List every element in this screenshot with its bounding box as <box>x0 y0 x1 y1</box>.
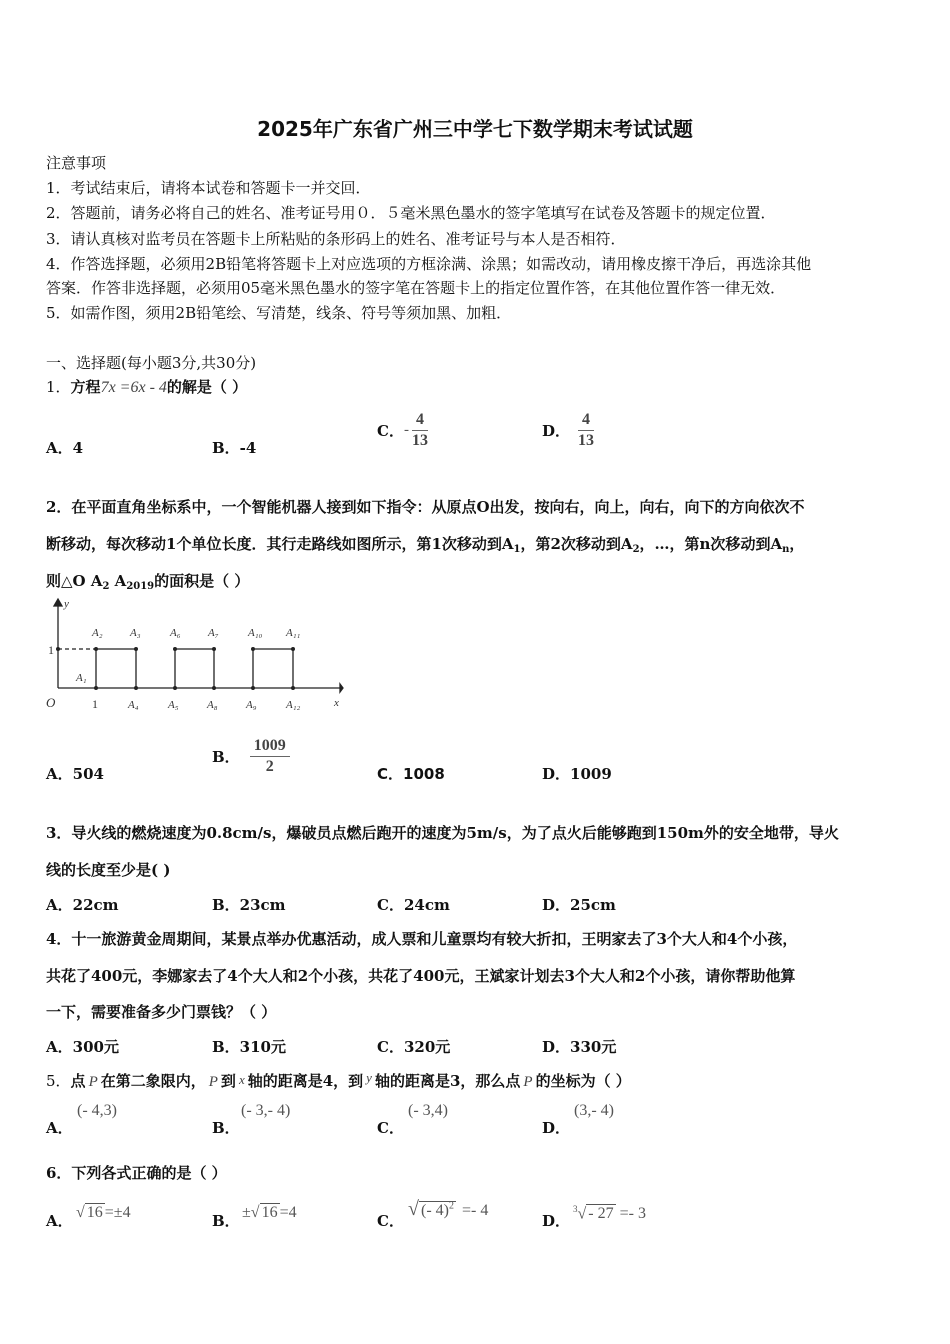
q1-option-d-label: D． <box>542 422 571 440</box>
q5-var: y <box>366 1070 372 1085</box>
q6-option-b-rest: =4 <box>279 1204 297 1221</box>
q6-option-d-rest: =- 3 <box>619 1205 646 1223</box>
plus-minus: ± <box>242 1204 251 1221</box>
q5-line-1 <box>46 1070 631 1091</box>
q6-option-b-label[interactable]: B． <box>212 1212 240 1230</box>
axis-label-y: y <box>64 598 69 610</box>
page-title: 2025年广东省广州三中学七下数学期末考试试题 <box>257 117 693 141</box>
fraction-denominator: 13 <box>578 432 595 449</box>
q5-text: 的坐标为（ ） <box>535 1072 631 1090</box>
point-label: A₁ <box>76 672 87 684</box>
section-heading: 一、选择题(每小题3分,共30分) <box>46 354 257 372</box>
q6-option-a-rest: =±4 <box>104 1204 131 1221</box>
q4-line-3: 一下，需要准备多少门票钱？（ ） <box>46 1003 277 1021</box>
radicand <box>419 1201 456 1219</box>
point <box>251 647 255 651</box>
point-label: A₂ <box>92 627 103 639</box>
q5-var: P <box>523 1074 533 1090</box>
q1-number: 1． <box>46 378 71 396</box>
fraction-denominator: 2 <box>265 758 274 775</box>
q1-option-c-label: C． <box>377 422 404 440</box>
q5-option-a[interactable]: (- 4,3) <box>77 1102 117 1119</box>
q1-option-c-sign: - <box>403 422 409 438</box>
origin-label: O <box>46 695 56 710</box>
notes-heading: 注意事项 <box>46 154 107 172</box>
path-segment <box>175 649 214 688</box>
q1-option-c-fraction <box>412 410 428 451</box>
q2-option-b-fraction <box>250 736 290 777</box>
q2-line-2-part: 断移动，每次移动1个单位长度．其行走路线如图所示，第1次移动到A <box>46 535 514 553</box>
q1-option-b[interactable]: B．-4 <box>212 439 257 457</box>
note-item: 1．考试结束后，请将本试卷和答题卡一并交回． <box>46 179 371 197</box>
q5-option-a-label[interactable]: A． <box>46 1119 73 1137</box>
subscript: 2 <box>102 581 110 592</box>
subscript: 2019 <box>126 581 155 592</box>
q5-option-d[interactable]: (3,- 4) <box>574 1102 614 1119</box>
q6-option-b[interactable] <box>242 1204 297 1222</box>
q2-line-3-part: 则△O A <box>46 572 103 590</box>
q2-line-2-part: ，第2次移动到A <box>520 535 633 553</box>
q1-option-d-fraction <box>578 410 594 451</box>
q3-option-d[interactable]: D．25cm <box>542 896 616 914</box>
point <box>212 686 216 690</box>
q5-text: 在第二象限内， <box>100 1072 206 1090</box>
point-label: A₃ <box>130 627 141 639</box>
subscript: 2 <box>632 544 640 555</box>
radical-icon: √ <box>408 1198 419 1220</box>
q5-var: P <box>88 1074 98 1090</box>
radicand: 16 <box>86 1204 103 1221</box>
q2-path-figure <box>40 596 350 718</box>
q5-text: 点 <box>70 1072 86 1090</box>
radical-icon: √ <box>250 1204 260 1221</box>
q2-option-b-label: B． <box>212 748 240 766</box>
q1-post: 的解是（ ） <box>166 378 248 396</box>
q1-option-d[interactable] <box>542 410 594 451</box>
q4-option-c[interactable]: C．320元 <box>377 1038 451 1056</box>
q5-text: 轴的距离是4，到 <box>247 1072 364 1090</box>
point-label: A₁₂ <box>286 699 301 711</box>
q1-option-c[interactable] <box>377 410 428 451</box>
radicand: 16 <box>261 1204 278 1221</box>
q5-var: x <box>238 1072 245 1087</box>
q2-line-3-part: A <box>109 572 127 590</box>
q3-option-c[interactable]: C．24cm <box>377 896 450 914</box>
fraction-numerator: 4 <box>578 410 594 431</box>
point <box>94 647 98 651</box>
note-item: 答案．作答非选择题，必须用05毫米黑色墨水的签字笔在答题卡上的指定位置作答，在其他位置作答一律无效． <box>46 279 786 297</box>
q6-option-a[interactable] <box>76 1204 131 1222</box>
q2-option-c-text: C．1008 <box>377 765 445 783</box>
q2-line-3-part: 的面积是（ ） <box>154 572 250 590</box>
q5-text: 轴的距离是3，那么点 <box>374 1072 521 1090</box>
q2-line-1: 2．在平面直角坐标系中，一个智能机器人接到如下指令：从原点O出发，按向右，向上，向右，向下的方向依次不 <box>46 498 805 516</box>
note-item: 2．答题前，请务必将自己的姓名、准考证号用０．５毫米黑色墨水的签字笔填写在试卷及答题卡的规定位置． <box>46 204 776 222</box>
radicand-base: (- 4) <box>420 1202 449 1219</box>
path-segment <box>96 649 136 688</box>
point-label: A₉ <box>246 699 257 711</box>
radical-icon: √ <box>577 1205 587 1223</box>
q5-option-c-label[interactable]: C． <box>377 1119 404 1137</box>
question-1 <box>46 376 247 397</box>
point <box>173 647 177 651</box>
q5-option-b-label[interactable]: B． <box>212 1119 240 1137</box>
q2-option-b[interactable] <box>212 736 290 777</box>
q1-equation: 7x =6x - 4 <box>100 379 167 396</box>
tick-label-x: 1 <box>92 697 98 711</box>
point-label: A₁₁ <box>286 627 301 639</box>
radical-icon: √ <box>76 1204 85 1221</box>
q6-option-d-label[interactable]: D． <box>542 1212 571 1230</box>
point <box>94 686 98 690</box>
q2-option-a[interactable]: A．504 <box>46 765 104 783</box>
q5-var: P <box>208 1074 218 1090</box>
q5-option-b[interactable]: (- 3,- 4) <box>241 1102 291 1119</box>
path-segment <box>253 649 293 688</box>
q6-option-c-label[interactable]: C． <box>377 1212 404 1230</box>
q2-line-2 <box>46 533 804 555</box>
q3-line-2: 线的长度至少是( ) <box>46 861 171 879</box>
q6-option-c-rest: =- 4 <box>461 1202 489 1219</box>
tick-label-y: 1 <box>48 643 54 657</box>
point-label: A₆ <box>170 627 181 639</box>
q2-option-d[interactable]: D．1009 <box>542 765 612 783</box>
point <box>56 647 60 651</box>
point <box>173 686 177 690</box>
subscript: n <box>782 544 790 555</box>
x-axis-arrow <box>340 684 343 692</box>
fraction-numerator: 4 <box>412 410 428 431</box>
q4-option-b[interactable]: B．310元 <box>212 1038 286 1056</box>
point <box>212 647 216 651</box>
q5-text: 到 <box>220 1072 236 1090</box>
q1-pre: 方程 <box>70 378 101 396</box>
point-label: A₁₀ <box>248 627 263 639</box>
note-item: 5．如需作图，须用2B铅笔绘、写清楚，线条、符号等须加黑、加粗． <box>46 304 512 322</box>
y-axis-arrow <box>54 599 62 606</box>
q4-option-a[interactable]: A．300元 <box>46 1038 119 1056</box>
q4-line-1: 4．十一旅游黄金周期间，某景点举办优惠活动，成人票和儿童票均有较大折扣，王明家去了3个大人和4个小孩， <box>46 930 798 948</box>
point-label: A₅ <box>168 699 179 711</box>
q6-option-d[interactable] <box>573 1204 646 1223</box>
exponent: 2 <box>448 1200 454 1212</box>
q4-option-d[interactable]: D．330元 <box>542 1038 617 1056</box>
radicand: - 27 <box>588 1205 614 1223</box>
q5-option-d-label[interactable]: D． <box>542 1119 571 1137</box>
point <box>291 647 295 651</box>
q4-line-2: 共花了400元，李娜家去了4个大人和2个小孩，共花了400元，王斌家计划去3个大人和2个小孩，请你帮助他算 <box>46 967 796 985</box>
point-label: A₈ <box>207 699 218 711</box>
q5-option-c[interactable]: (- 3,4) <box>408 1102 448 1119</box>
q5-number: 5． <box>46 1072 71 1090</box>
point <box>134 686 138 690</box>
axis-label-x: x <box>334 697 339 709</box>
q6-option-c[interactable] <box>408 1198 488 1221</box>
point <box>291 686 295 690</box>
fraction-denominator: 13 <box>411 432 428 449</box>
q2-line-2-part: ，…，第n次移动到A <box>639 535 783 553</box>
point-label: A₇ <box>208 627 219 639</box>
note-item: 4．作答选择题，必须用2B铅笔将答题卡上对应选项的方框涂满、涂黑；如需改动，请用橡皮擦干净后，再选涂其他 <box>46 255 812 273</box>
subscript: 1 <box>513 544 521 555</box>
q3-option-b[interactable]: B．23cm <box>212 896 286 914</box>
fraction-numerator: 1009 <box>250 736 290 757</box>
q2-line-2-part: ， <box>789 535 805 553</box>
point <box>134 647 138 651</box>
point-label: A₄ <box>128 699 139 711</box>
radical-index: 3 <box>573 1204 578 1214</box>
q1-option-a[interactable]: A．4 <box>46 439 84 457</box>
q2-option-c[interactable] <box>377 763 445 784</box>
q3-line-1: 3．导火线的燃烧速度为0.8cm/s，爆破员点燃后跑开的速度为5m/s，为了点火后能够跑到150m外的安全地带，导火 <box>46 824 839 842</box>
point <box>251 686 255 690</box>
note-item: 3．请认真核对监考员在答题卡上所粘贴的条形码上的姓名、准考证号与本人是否相符． <box>46 230 626 248</box>
q6-text: 6．下列各式正确的是（ ） <box>46 1164 227 1182</box>
q3-option-a[interactable]: A．22cm <box>46 896 119 914</box>
q2-line-3 <box>46 570 249 592</box>
q6-option-a-label[interactable]: A． <box>46 1212 73 1230</box>
